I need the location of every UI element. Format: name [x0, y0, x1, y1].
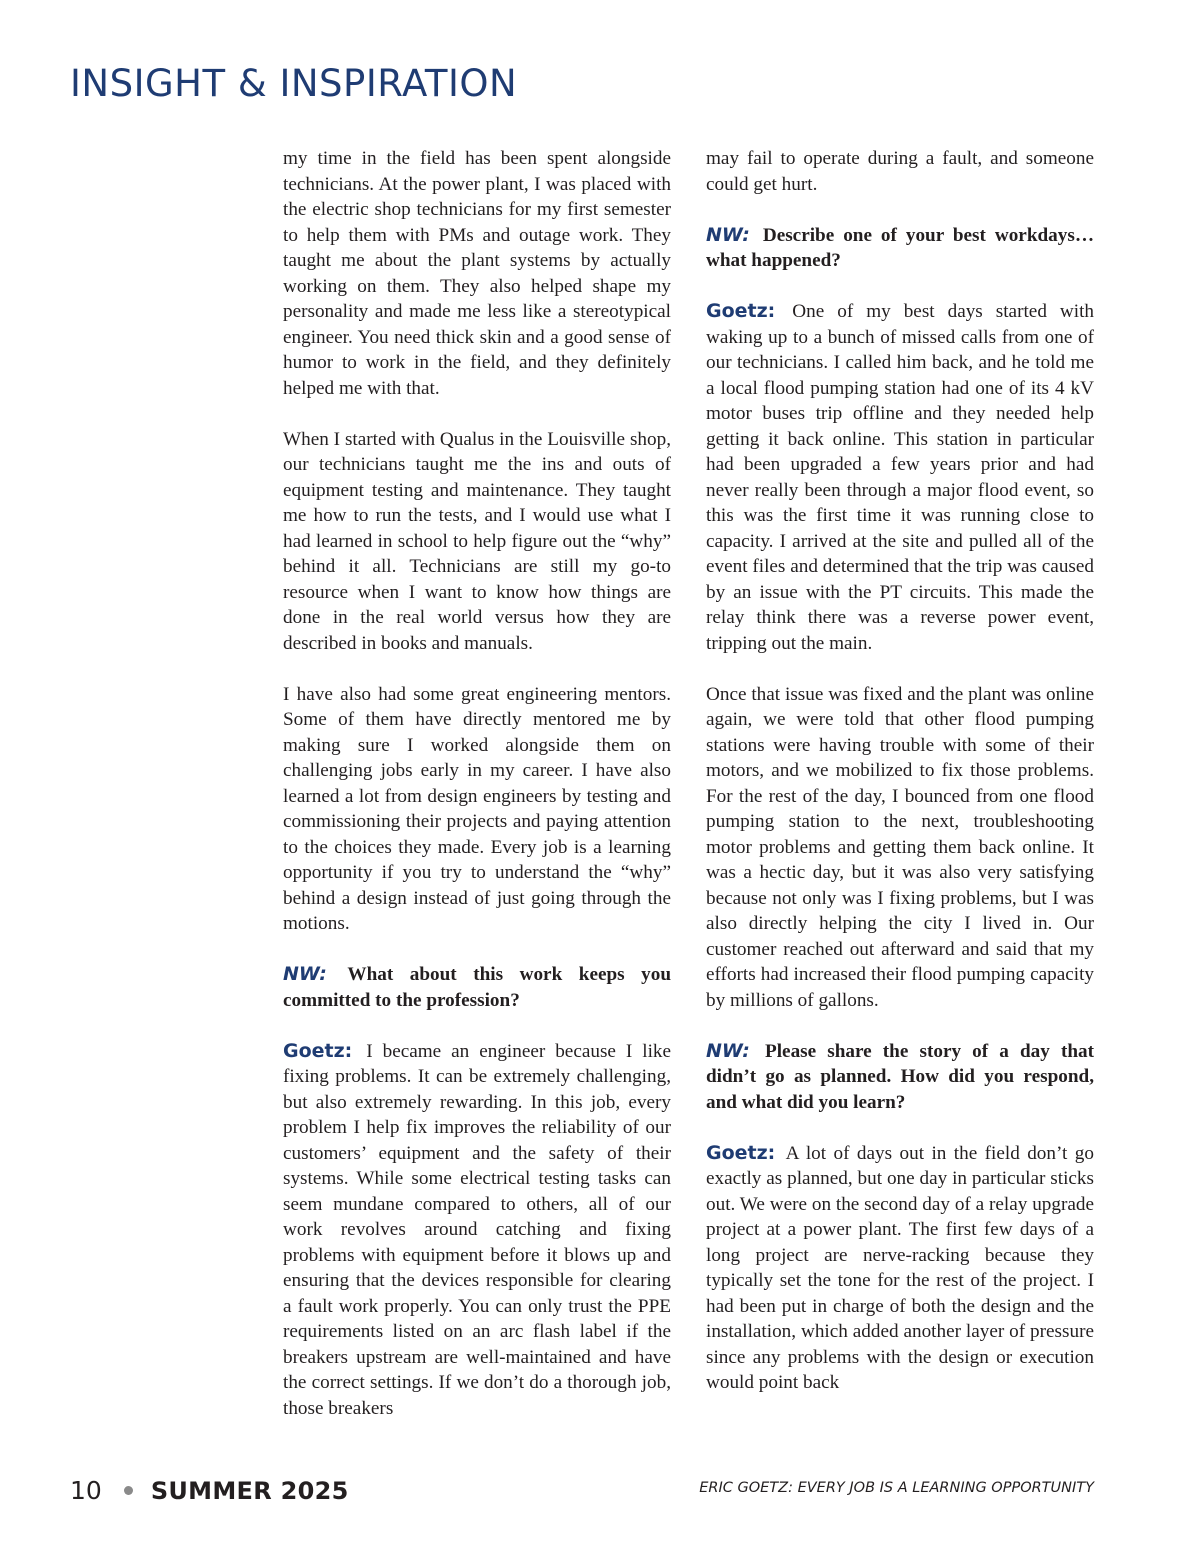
answer-text: One of my best days started with waking up to a bunch of missed calls from one of our technicians. I called him back, and he told me a local flood pumping station had one of its 4 kV motor buses trip offline and they needed help getting it back online. This station in particular had been upgraded a few years prior and had never really been through a major flood event, so this was the first time it was running close to capacity. I arrived at the site and pulled all of the event files and determined that the trip was caused by an issue with the PT circuits. This made the relay think there was a reverse power event, tripping out the main. — [706, 301, 1095, 654]
interview-question — [706, 223, 1094, 274]
body-paragraph: may fail to operate during a fault, and someone could get hurt. — [706, 148, 1094, 195]
issue-label: SUMMER 2025 — [150, 1476, 349, 1505]
body-paragraph: Once that issue was fixed and the plant was online again, we were told that other flood pumping stations were having trouble with some of their motors, and we mobilized to fix those problems. For the rest of the day, I bounced from one flood pumping station to the next, troubleshooting motor problems and getting them back online. It was a hectic day, but it was also very satisfying because not only was I fixing problems, but I was also directly helping the city I lived in. Our customer reached out afterward and said that my efforts had increased their flood pumping capacity by millions of gallons. — [706, 683, 1094, 1011]
speaker-label-goetz: Goetz: — [706, 1141, 776, 1164]
answer-text: I became an engineer because I like fixing problems. It can be extremely challenging, but also extremely rewarding. In this job, every problem I help fix improves the reliability of our customers’ equipment and the safety of their systems. While some electrical testing tasks can seem mundane compared to others, all of our work revolves around catching and fixing problems with equipment before it blows up and ensuring that the devices responsible for clearing a fault work properly. You can only trust the PPE requirements listed on an arc flash label if the breakers upstream are well-maintained and have the correct settings. If we don’t do a thorough job, those breakers — [283, 1040, 672, 1419]
body-paragraph: When I started with Qualus in the Louisville shop, our technicians taught me the ins and outs of equipment testing and maintenance. They taught me how to run the tests, and I would use what I had learned in school to help figure out the “why” behind it all. Technicians are still my go-to resource when I want to know how things are done in the real world versus how they are described in books and manuals. — [283, 428, 671, 654]
article-column-left — [283, 146, 671, 1421]
question-text: What about this work keeps you committed to the profession? — [283, 964, 671, 1011]
article-column-right — [706, 146, 1094, 1396]
bullet-separator-icon — [124, 1486, 133, 1495]
interview-answer — [706, 1141, 1094, 1396]
speaker-label-nw: NW: — [706, 1039, 750, 1062]
speaker-label-nw: NW: — [283, 963, 327, 985]
answer-text: A lot of days out in the field don’t go exactly as planned, but one day in particular sticks out. We were on the second day of a relay upgrade project at a power plant. The first few days of a long project are nerve-racking because they typically set the tone for the rest of the project. I had been put in charge of both the design and the installation, which added another layer of pressure since any problems with the design or execution would point back — [706, 1142, 1094, 1393]
body-paragraph: I have also had some great engineering mentors. Some of them have directly mentored me by making sure I worked alongside them on challenging jobs early in my career. I have also learned a lot from design engineers by testing and commissioning their projects and paying attention to the choices they made. Every job is a learning opportunity if you try to understand the “why” behind a design instead of just going through the motions. — [283, 683, 671, 934]
question-text: Please share the story of a day that didn’t go as planned. How did you respond, and what did you learn? — [706, 1040, 1095, 1113]
article-running-title: ERIC GOETZ: EVERY JOB IS A LEARNING OPPORTUNITY — [699, 1480, 1094, 1496]
interview-answer — [706, 299, 1094, 656]
question-text: Describe one of your best workdays… what happened? — [706, 224, 1095, 271]
speaker-label-nw: NW: — [706, 223, 750, 246]
footer-folio — [70, 1476, 349, 1505]
interview-question — [706, 1039, 1094, 1116]
speaker-label-goetz: Goetz: — [706, 300, 776, 322]
interview-answer — [283, 1039, 671, 1422]
page-number: 10 — [70, 1476, 102, 1505]
section-title: INSIGHT & INSPIRATION — [70, 62, 518, 105]
body-paragraph: my time in the field has been spent alongside technicians. At the power plant, I was placed with the electric shop technicians for my first semester to help them with PMs and outage work. They taught me about the plant systems by actually working on them. They also helped shape my personality and made me less like a stereotypical engineer. You need thick skin and a good sense of humor to work in the field, and they definitely helped me with that. — [283, 148, 671, 399]
speaker-label-goetz: Goetz: — [283, 1039, 353, 1062]
interview-question — [283, 962, 671, 1013]
